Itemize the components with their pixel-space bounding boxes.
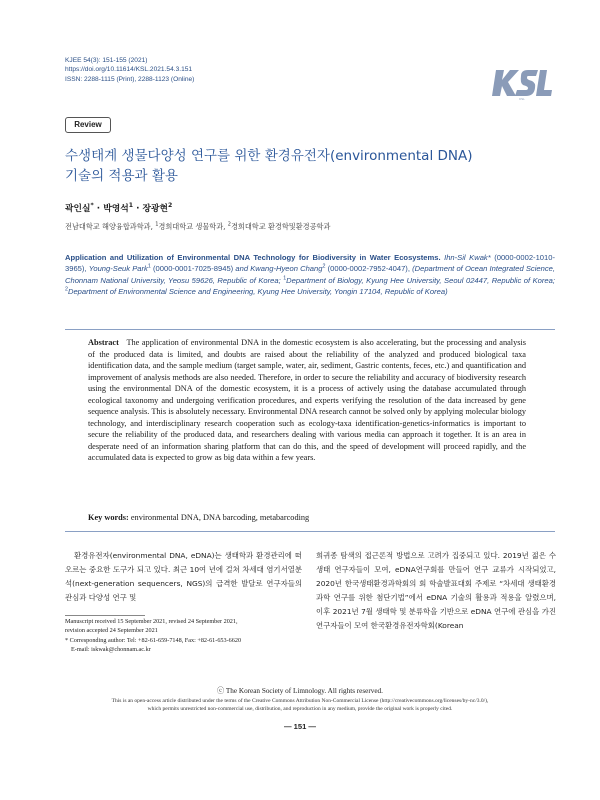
english-author-1: Ihn-Sil Kwak*	[440, 253, 491, 262]
english-affiliation-1-mark: 1	[283, 275, 287, 282]
footnote-line-2: revision accepted 24 September 2021	[65, 627, 158, 635]
journal-doi[interactable]: https://doi.org/10.11614/KSL.2021.54.3.151	[65, 66, 193, 74]
english-author-3: Kwang-Hyeon Chang	[250, 264, 323, 274]
license-line-1: This is an open-access article distributed under the terms of the Creative Commons Attribution Non-Commercial License (http://creativecommons.org/licenses/by-nc/3.0/),	[111, 698, 489, 704]
authors-ko	[65, 201, 172, 214]
orcid-3[interactable]: (0000-0002-7952-4047),	[325, 264, 413, 274]
author-3-mark: 2	[167, 202, 173, 210]
license-line-2: which permits unrestricted non-commercial use, distribution, and reproduction in any medium, provide the original work is properly cited.	[147, 706, 453, 713]
page-title	[65, 146, 535, 186]
page-number: — 151 —	[283, 722, 317, 731]
english-author-2: Young-Seuk Park	[88, 264, 148, 274]
body-column-left: 환경유전자(environmental DNA, eDNA)는 생태학과 환경관리에 떠오르는 중요한 도구가 되고 있다. 최근 10여 년에 걸쳐 차세대 염기서열분석(next-generation sequencers, NGS)의 급격한 발달로 연구자들의 관심과 다양성 연구 및	[65, 551, 302, 603]
author-2: 박영석	[103, 204, 129, 214]
author-separator: ·	[133, 204, 143, 214]
affiliation-0: 전남대학교 해양융합과학과,	[65, 222, 156, 231]
orcid-2[interactable]: (0000-0001-7025-8945)	[150, 264, 236, 274]
footnote	[65, 617, 305, 654]
footnote-line-3: * Corresponding author: Tel: +82-61-659-7148, Fax: +82-61-653-6620	[65, 636, 242, 644]
license	[55, 697, 545, 713]
author-separator: ·	[93, 204, 104, 214]
author-3: 장광현	[142, 204, 168, 214]
english-affiliation-1: Department of Biology, Kyung Hee University, Seoul 02447, Republic of Korea;	[286, 275, 555, 285]
author-1-mark: *	[90, 202, 94, 210]
body-column-right: 희귀종 탐색의 접근론적 방법으로 고려가 집중되고 있다. 2019년 젊은 수생태 연구자들이 모여, eDNA연구회를 만들어 연구 교류가 시작되었고, 2020년 한국생태환경과학회의 회 학술발표대회 주제로 “차세대 생태환경과학 연구를 위한 첨단기법”에서 eDNA 기술의 활용과 적용을 알렸으며, 이후 2021년 7월 생태학 및 분류학을 기반으로 eDNA 연구에 관심을 가진 연구자들이 모여 한국환경유전자학회(Korean	[316, 551, 556, 631]
journal-header	[65, 56, 194, 84]
english-title: Application and Utilization of Environmental DNA Technology for Biodiversity in Water Ecosystems.	[65, 253, 441, 262]
title-line-1: 수생태계 생물다양성 연구를 위한 환경유전자(environmental DNA)	[65, 148, 473, 164]
author-1: 곽인실	[65, 204, 91, 214]
english-and: and	[235, 264, 251, 274]
english-author-3-mark: 2	[322, 263, 326, 270]
abstract	[88, 337, 526, 464]
abstract-top-rule	[65, 329, 555, 330]
affiliation-2: 경희대학교 환경학및환경공학과	[230, 222, 331, 231]
footnote-rule	[65, 615, 145, 616]
affiliation-1-mark: 1	[155, 221, 159, 228]
affiliations-ko	[65, 222, 330, 232]
abstract-bottom-rule	[65, 531, 555, 532]
journal-issn: ISSN: 2288-1115 (Print), 2288-1123 (Online)	[65, 75, 195, 83]
keywords	[88, 513, 526, 522]
copyright: ⓒ The Korean Society of Limnology. All rights reserved.	[217, 687, 383, 695]
article-type-badge: Review	[65, 117, 111, 133]
ksl-logo	[492, 64, 552, 102]
abstract-text: The application of environmental DNA in the domestic ecosystem is also accelerating, but the processing and analysis of the produced data is limited, and doubts are raised about the reliability of the analyzed and produced biological taxa identification data, and the sample medium (target sample, water, air, sediment, Gastric contents, feces, etc.) and quantification and improvement of analysis methods are also needed. Therefore, in order to secure the reliability and accuracy of biodiversity research using the environmental DNA of the domestic ecosystem, it is a process of actively using the database accumulated through ecological taxonomy and undergoing verification procedures, and experts verifying the resolution of the data increased by gene sequence analysis. This is absolutely necessary. Environmental DNA research cannot be solved only by applying molecular biology technology, and interdisciplinary research cooperation such as ecology-taxa identification-genetics-informatics is important to secure the reliability of the produced data, and researchers dealing with various media can approach it together. It is an area in desperate need of an information sharing platform that can do this, and the speed of development will proceed rapidly, and the accumulated data is expected to grow as big data within a few years.	[88, 338, 526, 462]
title-line-2: 기술의 적용과 활용	[65, 168, 178, 184]
english-affiliation-2-mark: 2	[65, 286, 68, 293]
orcid-1[interactable]: (0000-0002-1010-3965),	[65, 253, 555, 274]
affiliation-1: 경희대학교 생물학과,	[158, 222, 228, 231]
english-affiliation-0: (Department of Ocean Integrated Science, Chonnam National University, Yeosu 59626, Republic of Korea;	[65, 264, 555, 285]
footnote-line-4[interactable]: E-mail: iskwak@chonnam.ac.kr	[71, 645, 151, 653]
keywords-label: Key words:	[88, 513, 129, 522]
footnote-line-1: Manuscript received 15 September 2021, revised 24 September 2021,	[65, 618, 238, 625]
english-affiliation-2: Department of Environmental Science and Engineering, Kyung Hee University, Yongin 17104, Republic of Korea)	[67, 287, 448, 297]
english-author-2-mark: 1	[147, 263, 151, 270]
english-title-block	[65, 252, 555, 298]
journal-citation: KJEE 54(3): 151-155 (2021)	[65, 57, 148, 64]
logo-text: KSL	[519, 97, 525, 101]
keywords-text: environmental DNA, DNA barcoding, metabarcoding	[128, 513, 310, 522]
affiliation-2-mark: 2	[227, 221, 231, 228]
abstract-label: Abstract	[88, 338, 119, 347]
author-2-mark: 1	[128, 202, 133, 210]
